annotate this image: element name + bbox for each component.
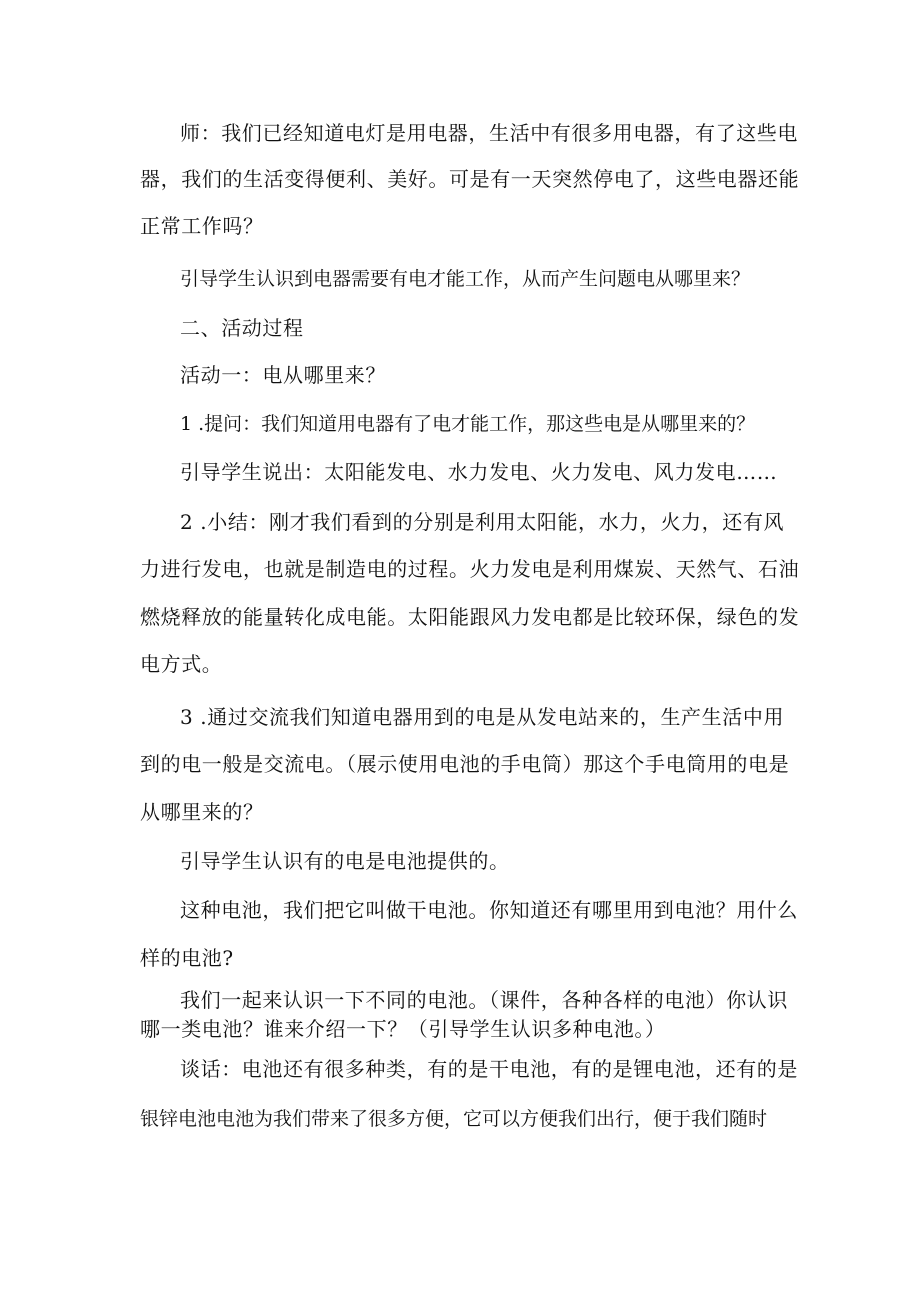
paragraph-line: 从哪里来的？: [140, 800, 264, 824]
paragraph-line: 哪一类电池？谁来介绍一下？（引导学生认识多种电池。）: [140, 1017, 666, 1041]
paragraph-line: 燃烧释放的能量转化成电能。太阳能跟风力发电都是比较环保，绿色的发: [140, 605, 800, 629]
paragraph-line: 这种电池，我们把它叫做干电池。你知道还有哪里用到电池？用什么: [180, 898, 798, 922]
paragraph-line: 引导学生认识有的电是电池提供的。: [180, 849, 510, 873]
paragraph-line: 2 .小结：刚才我们看到的分别是利用太阳能，水力，火力，还有风: [180, 510, 785, 534]
paragraph-line: 1 .提问：我们知道用电器有了电才能工作，那这些电是从哪里来的？: [180, 413, 756, 435]
paragraph-line: 我们一起来认识一下不同的电池。（课件，各种各样的电池）你认识: [180, 988, 788, 1012]
paragraph-line: 样的电池?: [140, 946, 234, 970]
activity-heading: 活动一：电从哪里来？: [180, 363, 386, 387]
paragraph-line: 器，我们的生活变得便利、美好。可是有一天突然停电了，这些电器还能: [140, 167, 800, 191]
paragraph-line: 3 .通过交流我们知道电器用到的电是从发电站来的，生产生活中用: [180, 705, 785, 729]
paragraph-line: 引导学生说出：太阳能发电、水力发电、火力发电、风力发电……: [180, 460, 778, 484]
section-heading: 二、活动过程: [180, 316, 304, 340]
paragraph-line: 力进行发电，也就是制造电的过程。火力发电是利用煤炭、天然气、石油: [140, 557, 800, 581]
paragraph-line: 到的电一般是交流电。（展示使用电池的手电筒）那这个手电筒用的电是: [140, 752, 790, 776]
paragraph-line: 谈话：电池还有很多种类，有的是干电池，有的是锂电池，还有的是: [180, 1057, 798, 1081]
paragraph-line: 师：我们已经知道电灯是用电器，生活中有很多用电器，有了这些电: [180, 121, 798, 145]
paragraph-line: 引导学生认识到电器需要有电才能工作，从而产生问题电从哪里来？: [180, 268, 751, 290]
paragraph-line: 正常工作吗？: [140, 214, 264, 238]
paragraph-line: 银锌电池电池为我们带来了很多方便，它可以方便我们出行，便于我们随时: [140, 1108, 768, 1130]
paragraph-line: 电方式。: [140, 652, 223, 676]
